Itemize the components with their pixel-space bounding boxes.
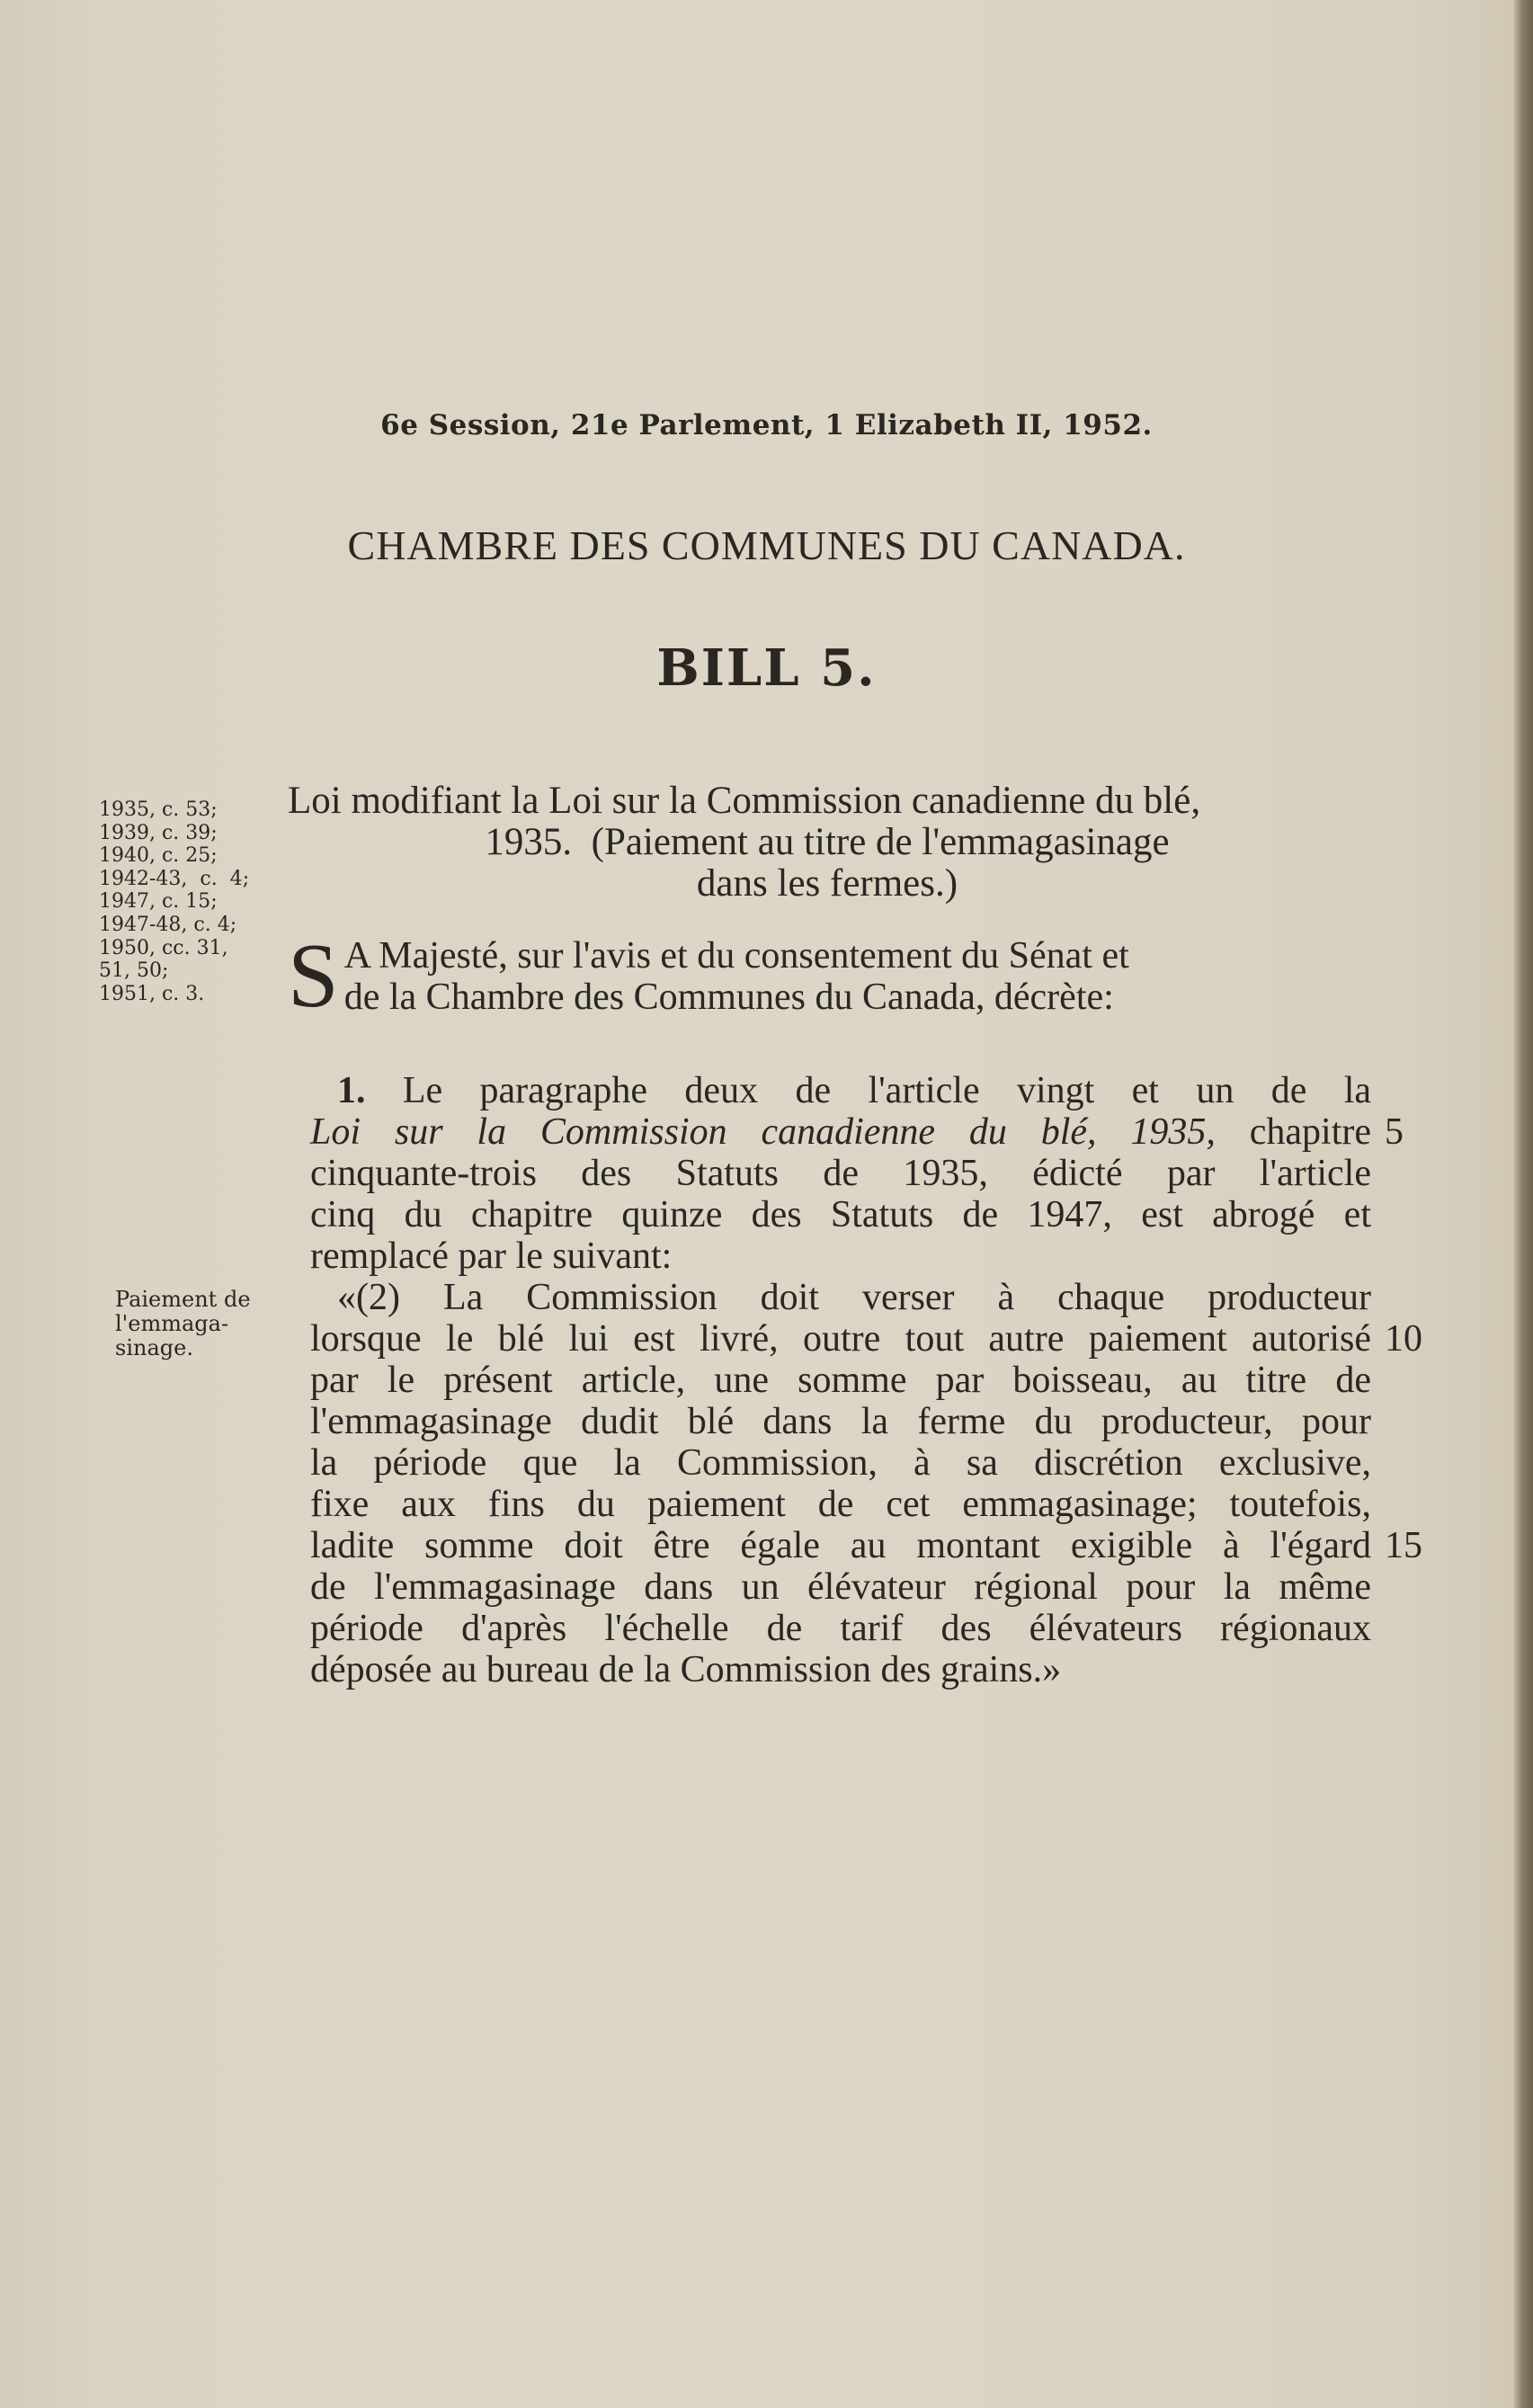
section-line: ladite somme doit être égale au montant exigible à l'égard	[310, 1525, 1371, 1566]
section-line: cinq du chapitre quinze des Statuts de 1947, est abrogé et	[310, 1194, 1371, 1235]
drop-cap: S	[288, 925, 339, 1027]
page-binding-edge	[1513, 0, 1533, 2408]
margin-statute-references	[99, 798, 288, 1005]
margin-reference: 1947-48, c. 4;	[99, 913, 237, 936]
line-number: 15	[1385, 1525, 1422, 1566]
section-line	[310, 1070, 1371, 1111]
enacting-clause	[288, 925, 1367, 1027]
section-1	[310, 1070, 1371, 1690]
act-title-italic: Loi sur la Commission canadienne du blé, 1935,	[310, 1111, 1216, 1153]
house-title: CHAMBRE DES COMMUNES DU CANADA.	[347, 522, 1186, 568]
margin-reference: 1939, c. 39;	[99, 821, 218, 844]
session-header: 6e Session, 21e Parlement, 1 Elizabeth II, 1952.	[380, 409, 1153, 441]
line-number: 10	[1385, 1318, 1422, 1360]
margin-reference: 1951, c. 3.	[99, 982, 205, 1005]
section-line: période d'après l'échelle de tarif des élévateurs régionaux	[310, 1608, 1371, 1649]
margin-reference: 1947, c. 15;	[99, 890, 218, 914]
section-line: lorsque le blé lui est livré, outre tout autre paiement autorisé	[310, 1318, 1371, 1360]
margin-note-line: l'emmaga-	[115, 1311, 229, 1336]
section-line: par le présent article, une somme par boisseau, au titre de	[310, 1360, 1371, 1401]
margin-reference: 1950, cc. 31,	[99, 936, 228, 959]
section-line: l'emmagasinage dudit blé dans la ferme du producteur, pour	[310, 1401, 1371, 1442]
section-line: «(2) La Commission doit verser à chaque producteur	[337, 1277, 1371, 1318]
bill-number: BILL 5.	[656, 638, 877, 698]
bill-long-title	[288, 780, 1367, 905]
title-line: dans les fermes.)	[696, 862, 958, 905]
section-line: fixe aux fins du paiement de cet emmagasinage; toutefois,	[310, 1484, 1371, 1525]
margin-note-line: Paiement de	[115, 1287, 251, 1312]
title-line: Loi modifiant la Loi sur la Commission canadienne du blé,	[288, 780, 1201, 822]
section-line: la période que la Commission, à sa discrétion exclusive,	[310, 1442, 1371, 1484]
margin-reference: 1935, c. 53;	[99, 798, 218, 821]
section-text: chapitre	[1249, 1111, 1371, 1153]
section-line: remplacé par le suivant:	[310, 1235, 673, 1277]
margin-reference: 1942-43, c. 4;	[99, 867, 250, 890]
enacting-line: de la Chambre des Communes du Canada, décrète:	[343, 977, 1114, 1018]
margin-reference: 51, 50;	[99, 959, 169, 983]
section-number: 1.	[337, 1070, 366, 1111]
margin-reference: 1940, c. 25;	[99, 844, 218, 868]
title-line: 1935. (Paiement au titre de l'emmagasinage	[485, 821, 1170, 863]
margin-note	[115, 1288, 295, 1360]
section-line	[310, 1111, 1371, 1153]
enacting-line: A Majesté, sur l'avis et du consentement du Sénat et	[343, 935, 1129, 977]
section-line: de l'emmagasinage dans un élévateur régional pour la même	[310, 1566, 1371, 1608]
margin-note-line: sinage.	[115, 1335, 193, 1360]
section-text: Le paragraphe deux de l'article vingt et un de la	[402, 1070, 1372, 1111]
line-number: 5	[1385, 1111, 1404, 1153]
section-line: cinquante-trois des Statuts de 1935, édicté par l'article	[310, 1153, 1371, 1194]
section-line: déposée au bureau de la Commission des grains.»	[310, 1649, 1062, 1690]
